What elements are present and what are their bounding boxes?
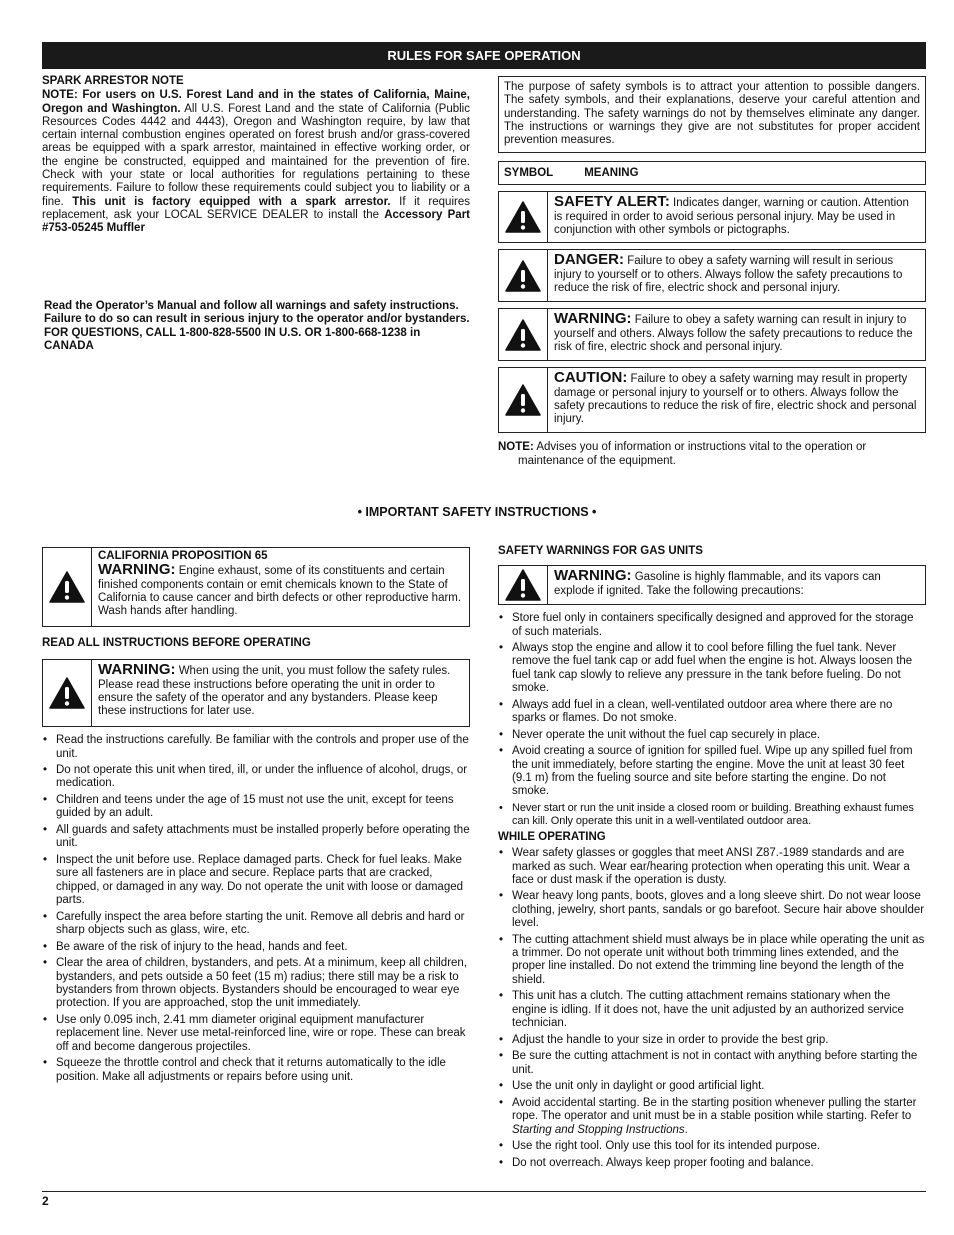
while-operating-list: [498, 847, 926, 1170]
warning-icon: [499, 309, 548, 360]
footer-divider: [42, 1191, 926, 1192]
read-manual-notice: Read the Operator’s Manual and follow all warnings and safety instructions. Failure to do so can result in serious injury to the operator and/or bystanders. FOR QUESTIONS, CALL 1-800-828-5500 IN U.S. OR 1-800-668-1238 in CANADA: [44, 300, 470, 352]
caution-desc: Failure to obey a safety warning may result in property damage or personal injury to yourself or to others. Always follow the safety precautions to reduce the risk of fire, electric shock and personal injury.: [554, 373, 917, 426]
list-item: • Do not overreach. Always keep proper footing and balance.: [498, 1157, 926, 1170]
list-item: • Squeeze the throttle control and check that it returns automatically to the idle position. Make all adjustments or repairs before using unit.: [42, 1057, 470, 1084]
danger-icon: [499, 250, 548, 301]
prop65-title: CALIFORNIA PROPOSITION 65: [98, 550, 268, 562]
gas-warning-icon: [499, 566, 548, 604]
spark-title: SPARK ARRESTOR NOTE: [42, 75, 184, 87]
list-item: • Use the right tool. Only use this tool for its intended purpose.: [498, 1140, 926, 1153]
safety-alert-text: [548, 192, 925, 242]
prop65-warning-icon: [43, 548, 92, 626]
symbol-col-label: SYMBOL: [504, 167, 554, 180]
prop65-box: [42, 547, 470, 627]
prop65-term: WARNING:: [98, 561, 176, 579]
right-bottom-column: [498, 545, 926, 1174]
gas-warning-box: [498, 565, 926, 605]
list-item: • Inspect the unit before use. Replace damaged parts. Check for fuel leaks. Make sure all fasteners are in place and secure. Replace parts that are cracked, chipped, or damaged in any way. Do not operate the unit with loose or damaged parts.: [42, 854, 470, 907]
caution-text: [548, 368, 925, 432]
danger-term: DANGER:: [554, 251, 624, 269]
left-bottom-column: [42, 547, 470, 1087]
general-safety-list: [42, 734, 470, 1084]
list-item: • Always stop the engine and allow it to cool before filling the fuel tank. Never remove the fuel tank cap or add fuel when the engine is hot. Always loosen the fuel tank cap slowly to relieve any pressure in the tank before fueling. Do not smoke.: [498, 642, 926, 695]
list-item: • Read the instructions carefully. Be familiar with the controls and proper use of the unit.: [42, 734, 470, 761]
list-item: • Use the unit only in daylight or good artificial light.: [498, 1080, 926, 1093]
danger-text: [548, 250, 925, 301]
gas-safety-list: [498, 612, 926, 828]
gas-title: SAFETY WARNINGS FOR GAS UNITS: [498, 545, 703, 557]
symbol-row-danger: [498, 249, 926, 302]
page-number: 2: [42, 1194, 49, 1208]
starting-reference: Starting and Stopping Instructions: [512, 1123, 685, 1136]
important-safety-heading: • IMPORTANT SAFETY INSTRUCTIONS •: [357, 505, 597, 519]
list-item: • Adjust the handle to your size in order to provide the best grip.: [498, 1034, 926, 1047]
symbol-table-header: [498, 161, 926, 185]
read-all-warning-box: [42, 659, 470, 727]
spark-text-2: If it requires replacement, ask your LOCAL SERVICE DEALER to install the: [42, 195, 470, 221]
symbols-section: [498, 76, 926, 468]
list-item: • Clear the area of children, bystanders, and pets. At a minimum, keep all children, bystanders, and pets outside a 50 feet (15 m) radius; there still may be a risk to bystanders from thrown objects. Bystanders should be encouraged to wear eye protection. If you are approached, stop the unit immediately.: [42, 957, 470, 1010]
meaning-col-label: MEANING: [584, 167, 639, 180]
warning-text: [548, 309, 925, 360]
caution-term: CAUTION:: [554, 369, 628, 387]
list-item: • Store fuel only in containers specifically designed and approved for the storage of such materials.: [498, 612, 926, 639]
list-item: • Use only 0.095 inch, 2.41 mm diameter original equipment manufacturer replacement line. Never use metal-reinforced line, wire or rope. These can break off and become dangerous projectiles.: [42, 1014, 470, 1054]
list-item: • Carefully inspect the area before starting the unit. Remove all debris and hard or sharp objects such as glass, wire, etc.: [42, 911, 470, 938]
prop65-desc: Engine exhaust, some of its constituents and certain finished components contain or emit chemicals known to the State of California to cause cancer and birth defects or other reproductive harm. Wash hands after handling.: [98, 565, 462, 618]
spark-bold-part: Accessory Part #753-05245 Muffler: [42, 208, 470, 235]
section-header: RULES FOR SAFE OPERATION: [42, 42, 926, 69]
list-item: • Never start or run the unit inside a closed room or building. Breathing exhaust fumes can kill. Only operate this unit in a well-ventilated outdoor area.: [498, 802, 926, 829]
purpose-box: The purpose of safety symbols is to attract your attention to possible dangers. The safety symbols, and their explanations, deserve your careful attention and understanding. The safety warnings do not by themselves eliminate any danger. The instructions or warnings they give are not substitutes for proper accident prevention measures.: [498, 76, 926, 153]
list-item: • Wear safety glasses or goggles that meet ANSI Z87.-1989 standards and are marked as such. Wear ear/hearing protection when operating this unit. Wear a face or dust mask if the operation is dusty.: [498, 847, 926, 887]
gas-term: WARNING:: [554, 567, 632, 585]
spark-body: [42, 89, 470, 235]
gas-desc: Gasoline is highly flammable, and its vapors can explode if ignited. Take the following precautions:: [554, 571, 881, 597]
safety-alert-icon: [499, 192, 548, 242]
warning-term: WARNING:: [554, 310, 632, 328]
starting-text-end: .: [684, 1123, 688, 1136]
danger-desc: Failure to obey a safety warning will result in serious injury to yourself or to others. Always follow the safety precautions to reduce the risk of fire, electric shock and personal injury.: [554, 255, 903, 295]
list-item: • Children and teens under the age of 15 must not use the unit, except for teens guided by an adult.: [42, 794, 470, 821]
list-item: • The cutting attachment shield must always be in place while operating the unit as a trimmer. Do not operate unit without both trimming lines extended, and the proper line installed. Do not extend the trimming line beyond the length of the shield.: [498, 934, 926, 987]
note-text: Advises you of information or instructions vital to the operation or maintenance of the equipment.: [518, 441, 867, 467]
list-item: [498, 1097, 926, 1137]
safety-alert-term: SAFETY ALERT:: [554, 193, 670, 211]
spark-arrestor-note: [42, 75, 470, 235]
spark-text: All U.S. Forest Land and the state of California (Public Resources Codes 4442 and 4443), Oregon and Washington require, by law that certain internal combustion engines operated on forest brush and/or grass-covered areas be equipped with a spark arrestor, maintained in effective working order, or the engine be constructed, equipped and maintained for the prevention of fire. Check with your state or local authorities for regulations pertaining to these requirements. Failure to follow these requirements could subject you to liability or a fine.: [42, 102, 470, 208]
symbol-row-caution: [498, 367, 926, 433]
symbol-row-warning: [498, 308, 926, 361]
list-item: • This unit has a clutch. The cutting attachment remains stationary when the engine is idling. If it does not, have the unit adjusted by an authorized service technician.: [498, 990, 926, 1030]
note-label: NOTE:: [498, 441, 534, 454]
read-all-desc: When using the unit, you must follow the safety rules. Please read these instructions before operating the unit in order to ensure the safety of the operator and any bystanders. Please keep these instructions for later use.: [98, 665, 451, 718]
list-item: • Be sure the cutting attachment is not in contact with anything before starting the unit.: [498, 1050, 926, 1077]
list-item: • Do not operate this unit when tired, ill, or under the influence of alcohol, drugs, or medication.: [42, 764, 470, 791]
read-all-title: READ ALL INSTRUCTIONS BEFORE OPERATING: [42, 637, 311, 649]
safety-alert-desc: Indicates danger, warning or caution. Attention is required in order to avoid serious personal injury. May be used in conjunction with other symbols or pictographs.: [554, 197, 909, 237]
caution-icon: [499, 368, 548, 432]
prop65-text: [92, 548, 469, 626]
list-item: • Always add fuel in a clean, well-ventilated outdoor area where there are no sparks or flames. Do not smoke.: [498, 699, 926, 726]
list-item: • Never operate the unit without the fuel cap securely in place.: [498, 729, 926, 742]
list-item: • All guards and safety attachments must be installed properly before operating the unit.: [42, 824, 470, 851]
spark-bold-intro: NOTE: For users on U.S. Forest Land and in the states of California, Maine, Oregon and Washington.: [42, 89, 470, 115]
gas-warning-text: [548, 566, 925, 604]
symbol-row-safety-alert: [498, 191, 926, 243]
list-item: • Be aware of the risk of injury to the head, hands and feet.: [42, 941, 470, 954]
while-operating-title: WHILE OPERATING: [498, 831, 606, 843]
read-all-warning-icon: [43, 660, 92, 726]
list-item: • Avoid creating a source of ignition for spilled fuel. Wipe up any spilled fuel from the unit immediately, before starting the engine. Move the unit at least 30 feet (9.1 m) from the fueling source and site before starting the engine. Do not smoke.: [498, 745, 926, 798]
spark-bold-factory: This unit is factory equipped with a spark arrestor.: [72, 195, 391, 208]
list-item: • Wear heavy long pants, boots, gloves and a long sleeve shirt. Do not wear loose clothing, jewelry, short pants, sandals or go barefoot. Secure hair above shoulder level.: [498, 890, 926, 930]
starting-text: Avoid accidental starting. Be in the starting position whenever pulling the starter rope. The operator and unit must be in a stable position while starting. Refer to: [512, 1096, 917, 1123]
note-line: [498, 441, 926, 468]
read-all-text: [92, 660, 469, 726]
warning-desc: Failure to obey a safety warning can result in injury to yourself and others. Always follow the safety precautions to reduce the risk of fire, electric shock and personal injury.: [554, 314, 913, 354]
read-all-term: WARNING:: [98, 661, 176, 679]
